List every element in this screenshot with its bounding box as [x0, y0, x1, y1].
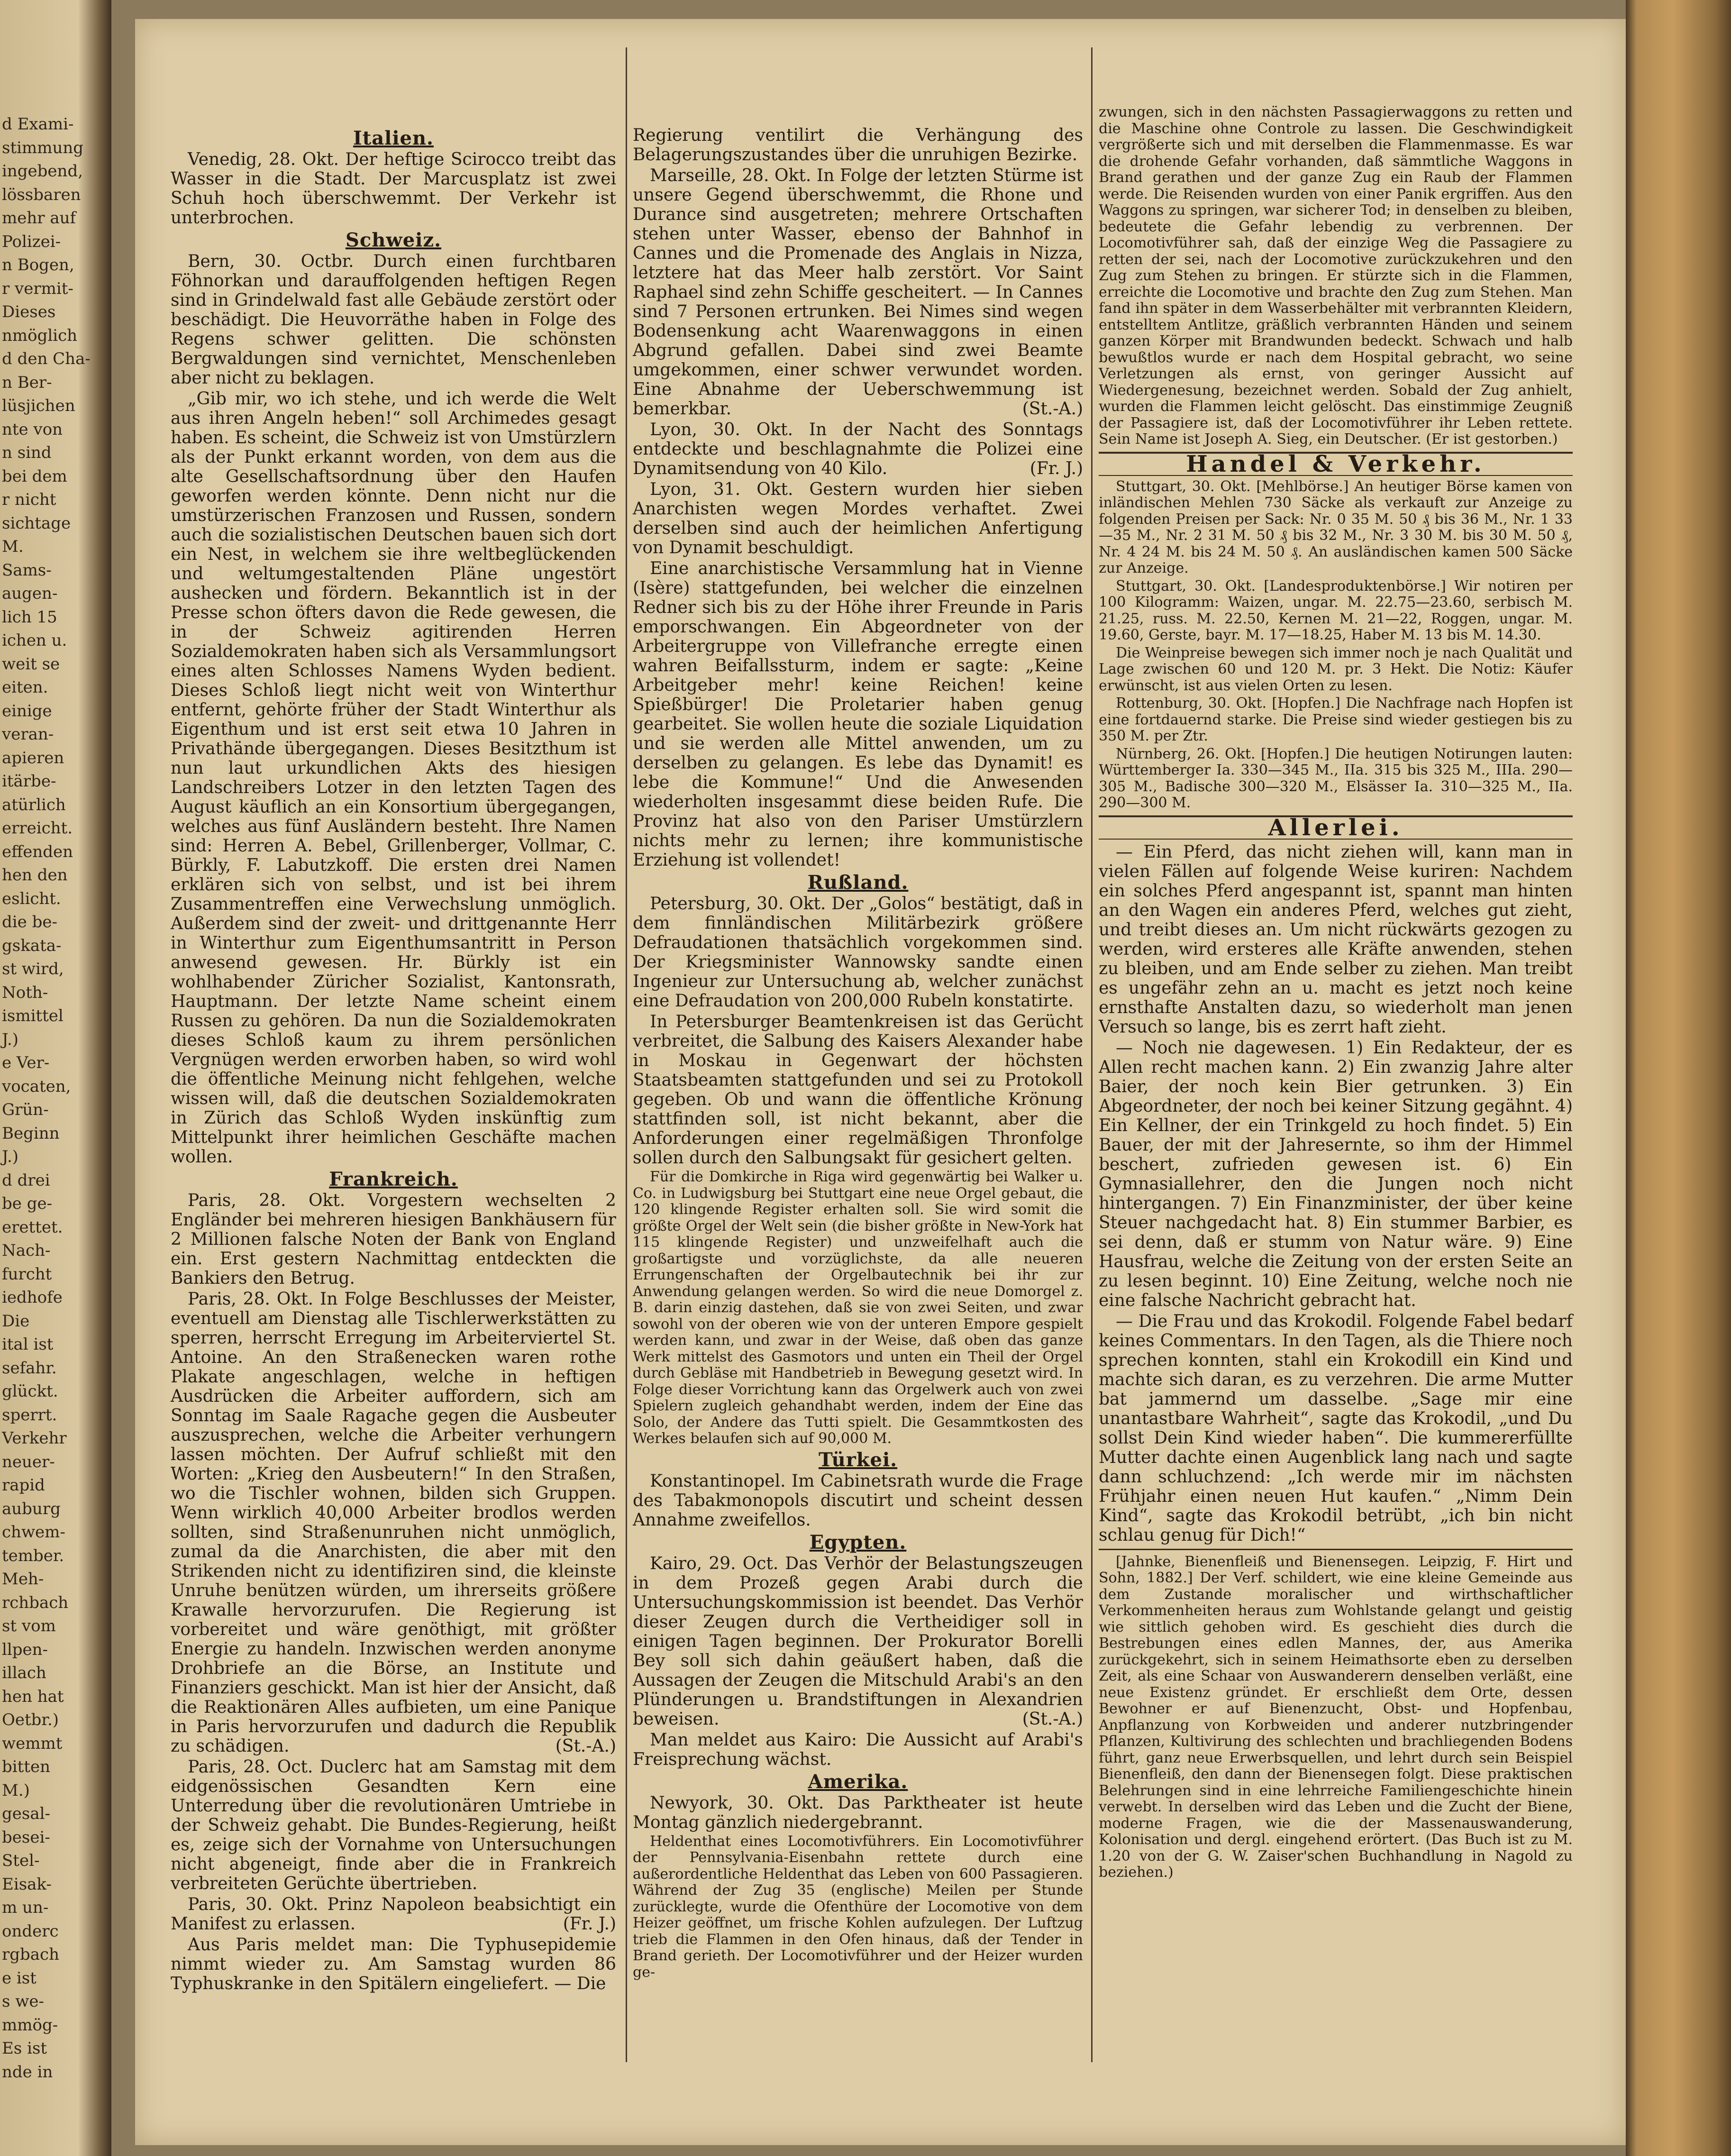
- article-mehlboerse: Stuttgart, 30. Okt. [Mehlbörse.] An heutiger Börse kamen von inländischen Mehlen 730 Säcke als verkauft zur Anzeige zu folgenden Preisen per Sack: Nr. 0 35 M. 50 ₰ bis 36 M., Nr. 1 33—35 M., Nr. 2 31 M. 50 ₰ bis 32 M., Nr. 3 30 M. bis 30 M. 50 ₰, Nr. 4 24 M. bis 24 M. 50 ₰. An ausländischen kamen 500 Säcke zur Anzeige.: [1099, 478, 1573, 576]
- article-paris-noten: Paris, 28. Okt. Vorgestern wechselten 2 Engländer bei mehreren hiesigen Bankhäusern für 2 Millionen falsche Noten der Bank von England ein. Erst gestern Nachmittag entdeckten die Bankiers den Betrug.: [171, 1191, 616, 1288]
- left-page-fragment: onderc: [2, 1921, 59, 1941]
- left-page-fragment: Dieses: [2, 302, 56, 321]
- article-paris-napoleon: [171, 1895, 616, 1934]
- left-page-fragment: s we-: [2, 1992, 44, 2011]
- left-page-fragment: vocaten,: [2, 1077, 71, 1096]
- article-lyon-anarchisten: Lyon, 31. Okt. Gestern wurden hier sieben Anarchisten wegen Mordes verhaftet. Zwei derselben sind auch der heimlichen Anfertigung von Dynamit beschuldigt.: [633, 480, 1083, 557]
- source-signature: (Fr. J.): [563, 1914, 616, 1934]
- article-riga-orgel: Für die Domkirche in Riga wird gegenwärtig bei Walker u. Co. in Ludwigsburg bei Stuttgart eine neue Orgel gebaut, die 120 klingende Register erhalten soll. Sie wird somit die größte Orgel der Welt sein (die bisher größte in New-York hat 115 klingende Register) und unzweifelhaft auch die großartigste und vorzüglichste, da alle neueren Errungenschaften der Orgelbautechnik bei ihr zur Anwendung gelangen werden. So wird die neue Domorgel z. B. darin einzig dastehen, daß sie von zwei Seiten, und zwar sowohl von der oberen wie von der unteren Empore gespielt werden kann, und zwar in der Weise, daß oben das ganze Werk mittelst des Gasmotors und unten ein Theil der Orgel durch Gebläse mit Handbetrieb in Bewegung gesetzt wird. In Folge dieser Vorrichtung kann das Orgelwerk auch von zwei Spielern zugleich gehandhabt werden, indem der Eine das Solo, der Andere das Tutti spielt. Die Gesammtkosten des Werkes belaufen sich auf 90,000 M.: [633, 1169, 1083, 1447]
- left-page-fragment: Stel-: [2, 1851, 40, 1870]
- left-page-fragment: M.: [2, 537, 24, 556]
- left-page-fragment: Grün-: [2, 1100, 49, 1119]
- left-page-fragment: Sams-: [2, 560, 52, 580]
- article-rottenburg-hopfen: Rottenburg, 30. Okt. [Hopfen.] Die Nachfrage nach Hopfen ist eine fortdauernd starke. Die Preise sind wieder gestiegen bis zu 350 M. per Ztr.: [1099, 695, 1573, 744]
- left-page-fragment: veran-: [2, 725, 54, 744]
- column-2: [633, 126, 1083, 1982]
- left-page-fragment: apieren: [2, 748, 64, 767]
- left-page-fragment: Polizei-: [2, 232, 61, 251]
- left-page-text-fragments: [2, 113, 92, 2084]
- left-page-fragment: d drei: [2, 1170, 50, 1190]
- article-noch-nie: — Noch nie dagewesen. 1) Ein Redakteur, der es Allen recht machen kann. 2) Ein zwanzig Jahre alter Baier, der noch kein Bier getrunken. 3) Ein Abgeordneter, der noch bei keiner Sitzung gegähnt. 4) Ein Kellner, der ein Trinkgeld zu hoch findet. 5) Ein Bauer, der mit der Jahresernte, so ihm der Himmel beschert, zufrieden gewesen ist. 6) Ein Gymnasiallehrer, den die Jungen noch nicht hintergangen. 7) Ein Finanzminister, der über keine Steuer nachgedacht hat. 8) Ein stummer Barbier, es sei denn, daß er stumm von Natur wäre. 9) Eine Hausfrau, welche die Zeitung von der ersten Seite an zu lesen beginnt. 10) Eine Zeitung, welche noch nie eine falsche Nachricht gebracht hat.: [1099, 1038, 1573, 1310]
- article-krokodil: — Die Frau und das Krokodil. Folgende Fabel bedarf keines Commentars. In den Tagen, als die Thiere noch sprechen konnten, stahl ein Krokodill ein Kind und machte sich daran, es zu verzehren. Die arme Mutter bat jammernd um dasselbe. „Sage mir eine unantastbare Wahrheit“, sagte das Krokodil, „und Du sollst Dein Kind wieder haben“. Die kummererfüllte Mutter dachte einen Augenblick lang nach und sagte dann schluchzend: „Ich werde mir im nächsten Frühjahr einen neuen Hut kaufen.“ „Nimm Dein Kind“, sagte das Krokodil betrübt, „ich bin nicht schlau genug für Dich!“: [1099, 1311, 1573, 1545]
- left-page-fragment: Verkehr: [2, 1429, 67, 1448]
- left-page-fragment: wemmt: [2, 1734, 63, 1753]
- left-page-fragment: nde in: [2, 2062, 53, 2082]
- source-signature: (Fr. J.): [1029, 459, 1083, 478]
- left-page-fragment: ingebend,: [2, 162, 83, 181]
- article-paris-typhus: Aus Paris meldet man: Die Typhusepidemie nimmt wieder zu. Am Samstag wurden 86 Typhuskranke in den Spitälern eingeliefert. — Die: [171, 1935, 616, 1993]
- left-page-fragment: Eisak-: [2, 1874, 52, 1894]
- left-page-fragment: Noth-: [2, 983, 48, 1002]
- column-rule: [1091, 47, 1093, 2062]
- left-page-fragment: erreicht.: [2, 819, 73, 838]
- left-page-fragment: be ge-: [2, 1194, 53, 1213]
- left-page-fragment: rgbach: [2, 1945, 59, 1964]
- left-page-fragment: stimmung: [2, 138, 84, 157]
- left-page-fragment: furcht: [2, 1264, 52, 1284]
- left-page-fragment: e Ver-: [2, 1053, 50, 1072]
- left-page-fragment: rapid: [2, 1476, 45, 1495]
- section-heading-handel: Handel & Verkehr.: [1099, 452, 1573, 476]
- article-salbung: In Petersburger Beamtenkreisen ist das Gerücht verbreitet, die Salbung des Kaisers Alexander habe in Moskau in Gegenwart der höchsten Staatsbeamten stattgefunden und sei zu Protokoll gegeben. Ob und wann die öffentliche Krönung stattfinden soll, ist nicht bekannt, aber die Anforderungen einer regelmäßigen Thronfolge sollen durch den Salbungsakt für gesichert gelten.: [633, 1012, 1083, 1168]
- left-page-fragment: m un-: [2, 1898, 49, 1917]
- article-konstantinopel: Konstantinopel. Im Cabinetsrath wurde die Frage des Tabakmonopols discutirt und scheint dessen Annahme zweifellos.: [633, 1471, 1083, 1530]
- left-page-fragment: mmög-: [2, 2015, 58, 2035]
- left-page-fragment: st wird,: [2, 959, 64, 978]
- left-page-fragment: die be-: [2, 913, 57, 932]
- left-page-fragment: gskata-: [2, 936, 62, 955]
- left-page-fragment: Es ist: [2, 2039, 47, 2058]
- article-paris-napoleon-text: Paris, 30. Okt. Prinz Napoleon beabsichtigt ein Manifest zu erlassen.: [171, 1895, 616, 1934]
- article-venedig: Venedig, 28. Okt. Der heftige Scirocco treibt das Wasser in die Stadt. Der Marcusplatz ist zwei Schuh hoch überschwemmt. Der Verkehr ist unterbrochen.: [171, 150, 616, 228]
- book-review-bienenfleiss: [Jahnke, Bienenfleiß und Bienensegen. Leipzig, F. Hirt und Sohn, 1882.] Der Verf. schildert, wie eine kleine Gemeinde aus dem Zustande moralischer und wirthschaftlicher Verkommenheiten heraus zum Wohlstande gelangt und geistig wie sittlich gehoben wird. Es geschieht dies durch die Bestrebungen eines edlen Mannes, der, aus Amerika zurückgekehrt, sich in seinem Heimathsorte eben zu derselben Zeit, als eine Schaar von Auswanderern denselben verläßt, eine neue Existenz gründet. Er erschließt dem Orte, dessen Bewohner er auf Bienenzucht, Obst- und Hopfenbau, Anpflanzung von Korbweiden und anderer nutzbringender Pflanzen, Kultivirung des schlechten und brachliegenden Bodens führt, ganz neue Erwerbsquellen, und lehrt durch sein Beispiel Bienenfleiß, den dann der Bienensegen folgt. Diese praktischen Belehrungen sind in eine lehrreiche Familiengeschichte hinein verwebt. In derselben wird das Leben und die Zucht der Biene, moderne Fragen, wie die der Massenauswanderung, Kolonisation und dergl. eingehend erörtert. (Das Buch ist zu M. 1.20 von der G. W. Zaiser'schen Buchhandlung in Nagold zu beziehen.): [1099, 1553, 1573, 1881]
- left-page-fragment: lich 15: [2, 607, 57, 627]
- left-page-fragment: d Exami-: [2, 115, 74, 134]
- article-kairo-text: Kairo, 29. Oct. Das Verhör der Belastungszeugen in dem Prozeß gegen Arabi durch die Untersuchungskommission ist beendet. Das Verhör dieser Zeugen durch die Vertheidiger soll in einigen Tagen beginnen. Der Prokurator Borelli Bey soll sich dahin geäußert haben, daß die Aussagen der Zeugen die Mitschuld Arabi's an den Plünderungen u. Brandstiftungen in Alexandrien beweisen.: [633, 1553, 1083, 1729]
- source-signature: (St.-A.): [555, 1736, 616, 1756]
- left-page-fragment: st vom: [2, 1617, 56, 1635]
- article-paris-tischler-text: Paris, 28. Okt. In Folge Beschlusses der Meister, eventuell am Dienstag alle Tischlerwerkstätten zu sperren, herrscht Erregung im Arbeiterviertel St. Antoine. An den Straßenecken waren rothe Plakate angeschlagen, welche in heftigen Ausdrücken die Arbeiter auffordern, sich am Sonntag im Saale Ragache gegen die Ausbeuter auszusprechen, welche die Arbeiter verhungern lassen möchten. Der Aufruf schließt mit den Worten: „Krieg den Ausbeutern!“ In den Straßen, wo die Tischler wohnen, bilden sich Gruppen. Wenn wirklich 40,000 Arbeiter brodlos werden sollten, sind Straßenunruhen nicht unmöglich, zumal da die Anarchisten, die aber mit den Strikenden nicht zu identifiziren sind, die kleinste Unruhe benützen würden, um ihrerseits größere Krawalle hervorzurufen. Die Regierung ist vorbereitet und wäre genöthigt, mit größter Energie zu handeln. Inzwischen werden anonyme Drohbriefe an die Börse, an Institute und Finanziers geschickt. Man ist hier der Ansicht, daß die Reaktionären Alles aufbieten, um eine Panique in Paris hervorzurufen und dadurch die Republik zu schädigen.: [171, 1289, 616, 1756]
- left-page-fragment: lüsjichen: [2, 396, 75, 415]
- left-page-fragment: n sind: [2, 443, 52, 462]
- left-page-fragment: einige: [2, 701, 52, 721]
- left-page-fragment: sperrt.: [2, 1405, 57, 1425]
- section-heading-schweiz: Schweiz.: [345, 229, 442, 251]
- left-page-fragment: chwem-: [2, 1523, 65, 1542]
- left-page-fragment: effenden: [2, 842, 73, 861]
- article-schweiz-umstuerzler: „Gib mir, wo ich stehe, und ich werde die Welt aus ihren Angeln heben!“ soll Archimedes gesagt haben. Es scheint, die Schweiz ist von Umstürzlern als der Punkt erkannt worden, von dem aus die alte Gesellschaftsordnung über den Haufen geworfen werden könnte. Denn nicht nur die umstürzerischen Franzosen und Russen, sondern auch die sozialistischen Deutschen bauen sich dort ein Nest, in welchem sie ihre weltbeglückenden und weltumgestaltenden Pläne ungestört aushecken und fördern. Bekanntlich ist in der Presse schon öfters davon die Rede gewesen, die in der Schweiz agitirenden Herren Sozialdemokraten haben sich als Versammlungsort eines alten Schlosses Namens Wyden bedient. Dieses Schloß liegt nicht weit von Winterthur entfernt, gehörte früher der Stadt Winterthur als Eigenthum und ist erst seit etwa 10 Jahren in Privathände übergegangen. Dieses Besitzthum ist nun laut urkundlichen Akts des hiesigen Landschreibers Lotzer in den letzten Tagen des August käuflich an ein Konsortium übergegangen, welches aus fünf Ausländern besteht. Ihre Namen sind: Herren A. Bebel, Grillenberger, Vollmar, C. Bürkly, F. Labutzkoff. Die ersten drei Namen erklären sich von selbst, und ist bei ihrem Zusammentreffen eine Verwechslung unmöglich. Außerdem sind der zweit- und drittgenannte Herr in Winterthur zum Eigenthumsantritt in Person anwesend gewesen. Hr. Bürkly ist ein wohlhabender Züricher Sozialist, Kantonsrath, Hauptmann. Der letzte Name scheint einem Russen zu gehören. Da nun die Sozialdemokraten dieses Schloß kaum zu ihrem persönlichen Vergnügen werden erworben haben, so wird wohl die öffentliche Meinung nicht fehlgehen, welche wissen will, daß die deutschen Sozialdemokraten in Zürich das Schloß Wyden inskünftig zum Mittelpunkt ihrer heimlichen Geschäfte machen wollen.: [171, 389, 616, 1167]
- source-signature: (St.-A.): [1022, 1709, 1083, 1729]
- left-page-fragment: r nicht: [2, 490, 56, 509]
- article-weinpreise: Die Weinpreise bewegen sich immer noch je nach Qualität und Lage zwischen 60 und 120 M. pr. 3 Hekt. Die Notiz: Käufer erwünscht, ist aus vielen Orten zu lesen.: [1099, 644, 1573, 694]
- section-heading-egypten: Egypten.: [809, 1531, 907, 1553]
- article-marseille-text: Marseille, 28. Okt. In Folge der letzten Stürme ist unsere Gegend überschwemmt, die Rhone und Durance sind ausgetreten; mehrere Ortschaften stehen unter Wasser, ebenso der Bahnhof in Cannes und die Promenade des Anglais in Nizza, letztere hat das Meer halb zerstört. Vor Saint Raphael sind zehn Schiffe gescheitert. — In Cannes sind 7 Personen ertrunken. Bei Nimes sind wegen Bodensenkung acht Waarenwaggons in einen Abgrund gefallen. Dabei sind zwei Beamte umgekommen, einer schwer verwundet worden. Eine Abnahme der Ueberschwemmung ist bemerkbar.: [633, 166, 1083, 419]
- left-page-fragment: illach: [2, 1663, 46, 1682]
- left-page-fragment: ichen u.: [2, 631, 67, 650]
- left-page-fragment: llpen-: [2, 1640, 48, 1659]
- left-page-fragment: hen hat: [2, 1687, 64, 1706]
- section-heading-russland: Rußland.: [807, 871, 909, 894]
- divider: [1099, 1549, 1573, 1550]
- left-page-fragment: e ist: [2, 1968, 36, 1988]
- left-page-fragment: gesal-: [2, 1804, 50, 1823]
- left-page-fragment: n Ber-: [2, 373, 52, 392]
- section-heading-italien: Italien.: [353, 127, 434, 149]
- source-signature: (St.-A.): [1022, 399, 1083, 419]
- left-page-fragment: atürlich: [2, 795, 66, 814]
- left-page-fragment: Meh-: [2, 1570, 44, 1589]
- left-page-fragment: bei dem: [2, 466, 67, 486]
- article-bern: Bern, 30. Octbr. Durch einen furchtbaren Föhnorkan und darauffolgenden heftigen Regen sind in Grindelwald fast alle Gebäude zerstört oder beschädigt. Die Heuvorräthe haben in Folge des Regens schwer gelitten. Die schönsten Bergwaldungen sind vernichtet, Menschenleben aber nicht zu beklagen.: [171, 252, 616, 388]
- left-page-fragment: nte von: [2, 420, 63, 439]
- left-page-fragment: M.): [2, 1781, 30, 1800]
- left-page-fragment: weit se: [2, 654, 60, 674]
- left-page-fragment: itärbe-: [2, 772, 56, 791]
- article-lyon-dynamit: [633, 420, 1083, 478]
- left-page-fragment: tember.: [2, 1546, 64, 1565]
- left-page-fragment: iedhofe: [2, 1288, 63, 1307]
- column-1: [171, 126, 616, 1995]
- article-nuernberg-hopfen: Nürnberg, 26. Okt. [Hopfen.] Die heutigen Notirungen lauten: Württemberger Ia. 330—345 M., IIa. 315 bis 325 M., IIIa. 290—305 M., Badische 300—320 M., Elsässer Ia. 310—325 M., IIa. 290—300 M.: [1099, 745, 1573, 811]
- left-page-fragment: besei-: [2, 1827, 50, 1847]
- left-page-fragment: mehr auf: [2, 209, 76, 228]
- left-page-fragment: J.): [2, 1030, 19, 1049]
- article-landesprodukten: Stuttgart, 30. Okt. [Landesproduktenbörse.] Wir notiren per 100 Kilogramm: Waizen, ungar. M. 22.75—23.60, serbisch M. 21.25, russ. M. 22.50, Kernen M. 21—22, Roggen, ungar. M. 19.60, Gerste, bayr. M. 17—18.25, Haber M. 13 bis M. 14.30.: [1099, 577, 1573, 643]
- left-page-fragment: ital ist: [2, 1335, 54, 1354]
- article-petersburg: Petersburg, 30. Okt. Der „Golos“ bestätigt, daß in dem finnländischen Militärbezirk größere Defraudationen thatsächlich vorgekommen sind. Der Kriegsminister Wannowsky sandte einen Ingenieur zur Untersuchung ab, welcher zunächst eine Defraudation von 200,000 Rubeln konstatirte.: [633, 894, 1083, 1011]
- left-page-fragment: neuer-: [2, 1452, 55, 1471]
- left-page-fragment: bitten: [2, 1757, 50, 1776]
- section-heading-amerika: Amerika.: [808, 1770, 908, 1793]
- left-page-fragment: eiten.: [2, 678, 48, 697]
- left-page-fragment: lössbaren: [2, 185, 81, 204]
- left-page-fragment: sefahr.: [2, 1358, 57, 1378]
- article-pferd: — Ein Pferd, das nicht ziehen will, kann man in vielen Fällen auf folgende Weise kuriren: Nachdem ein solches Pferd angespannt ist, spannt man hinten an den Wagen ein anderes Pferd, welches gut zieht, und treibt dieses an. Um nicht rückwärts gezogen zu werden, wird ersteres alle Kräfte anwenden, stehen zu bleiben, und am Ende selber zu ziehen. Man treibt es ungefähr zehn an u. macht es jetzt noch keine ernsthafte Anstalten dazu, so wiederholt man jenen Versuch so lange, bis es zerrt haft zieht.: [1099, 842, 1573, 1037]
- article-belagerung: Regierung ventilirt die Verhängung des Belagerungszustandes über die unruhigen Bezirke.: [633, 126, 1083, 164]
- left-page-fragment: Beginn: [2, 1124, 60, 1143]
- column-rule: [626, 47, 627, 2062]
- left-page-fragment: erettet.: [2, 1217, 63, 1237]
- section-heading-tuerkei: Türkei.: [818, 1448, 898, 1471]
- left-page-fragment: rchbach: [2, 1593, 69, 1612]
- left-page-fragment: ismittel: [2, 1006, 64, 1025]
- left-page-fragment: auburg: [2, 1499, 61, 1518]
- section-heading-allerlei: Allerlei.: [1099, 815, 1573, 840]
- article-arabi: Man meldet aus Kairo: Die Aussicht auf Arabi's Freisprechung wächst.: [633, 1730, 1083, 1769]
- left-page-fragment: r vermit-: [2, 279, 73, 298]
- left-page-fragment: eslicht.: [2, 889, 61, 908]
- left-page-fragment: nmöglich: [2, 326, 78, 345]
- left-page-fragment: Die: [2, 1311, 30, 1331]
- article-vienne-versammlung: Eine anarchistische Versammlung hat in Vienne (Isère) stattgefunden, bei welcher die einzelnen Redner sich bis zu der Höhe ihrer Freunde in Paris emporschwangen. Ein Abgeordneter von der Arbeitergruppe von Villefranche erregte einen wahren Beifallssturm, indem er sagte: „Keine Arbeitgeber mehr! keine Reichen! keine Spießbürger! Die Proletarier haben genug gearbeitet. Sie wollen heute die soziale Liquidation und sie werden alle Mittel anwenden, um zu derselben zu gelangen. Es lebe das Dynamit! es lebe die Kommune!“ Und die Anwesenden wiederholten insgesammt diese beiden Rufe. Die Provinz hat also von den Pariser Umstürzlern nichts mehr zu lernen; ihre kommunistische Erziehung ist vollendet!: [633, 559, 1083, 870]
- article-newyork: Newyork, 30. Okt. Das Parktheater ist heute Montag gänzlich niedergebrannt.: [633, 1793, 1083, 1832]
- article-marseille: [633, 166, 1083, 419]
- book-edge: [1626, 0, 1731, 2156]
- left-page-fragment: Oetbr.): [2, 1710, 59, 1729]
- left-page-fragment: hen den: [2, 866, 68, 885]
- article-locomotivfuehrer: Heldenthat eines Locomotivführers. Ein Locomotivführer der Pennsylvania-Eisenbahn rettete durch eine außerordentliche Heldenthat das Leben von 600 Passagieren. Während der Zug 35 (englische) Meilen per Stunde zurücklegte, wurde die Ofenthüre der Locomotive von dem Heizer geöffnet, um frische Kohlen aufzulegen. Der Luftzug trieb die Flammen in den Ofen hinaus, daß der Tender in Brand gerieth. Der Locomotivführer und der Heizer wurden ge-: [633, 1833, 1083, 1981]
- left-page-fragment: glückt.: [2, 1382, 58, 1401]
- article-lyon-dynamit-text: Lyon, 30. Okt. In der Nacht des Sonntags entdeckte und beschlagnahmte die Polizei eine Dynamitsendung von 40 Kilo.: [633, 420, 1083, 478]
- column-3: [1099, 104, 1573, 1882]
- left-page-fragment: Nach-: [2, 1241, 51, 1260]
- left-page-fragment: n Bogen,: [2, 256, 74, 274]
- article-locomotivfuehrer-cont: zwungen, sich in den nächsten Passagierwaggons zu retten und die Maschine ohne Controle zu lassen. Die Geschwindigkeit vergrößerte sich und mit derselben die Flammenmasse. Es war die drohende Gefahr vorhanden, daß sämmtliche Waggons in Brand gerathen und der ganze Zug ein Raub der Flammen werde. Die Reisenden wurden von einer Panik ergriffen. Aus den Waggons zu springen, war sicherer Tod; in denselben zu bleiben, bedeutete die Gefahr lebendig zu verbrennen. Der Locomotivführer sah, daß der einzige Weg die Passagiere zu retten der sei, nach der Locomotive zurückzukehren und den Zug zum Stehen zu bringen. Er stürzte sich in die Flammen, erreichte die Locomotive und brachte den Zug zum Stehen. Man fand ihn später in dem Wasserbehälter mit verbrannten Kleidern, entstelltem Antlitze, gräßlich verbrannten Händen und seinem ganzen Körper mit Brandwunden bedeckt. Schwach und halb bewußtlos wurde er nach dem Hospital gebracht, wo seine Verletzungen als ernst, von geringer Aussicht auf Wiedergenesung, bezeichnet werden. Sobald der Zug anhielt, wurden die Flammen leicht gelöscht. Das einstimmige Zeugniß der Passagiere ist, daß der Locomotivführer ihr Leben rettete. Sein Name ist Joseph A. Sieg, ein Deutscher. (Er ist gestorben.): [1099, 104, 1573, 448]
- left-page-fragment: sichtage: [2, 513, 71, 533]
- left-page-fragment: J.): [2, 1147, 19, 1166]
- left-page-fragment: d den Cha-: [2, 349, 91, 368]
- left-page-fragments: [0, 0, 111, 2156]
- left-page-fragment: augen-: [2, 584, 58, 603]
- section-heading-frankreich: Frankreich.: [329, 1168, 458, 1190]
- article-kairo: [633, 1554, 1083, 1729]
- article-paris-duclerc: Paris, 28. Oct. Duclerc hat am Samstag mit dem eidgenössischen Gesandten Kern eine Unterredung über die revolutionären Umtriebe in der Schweiz gehabt. Die Bundes-Regierung, heißt es, zeige sich der Vornahme von Untersuchungen nicht abgeneigt, finde aber die in Frankreich verbreiteten Gerüchte übertrieben.: [171, 1757, 616, 1893]
- article-paris-tischler: [171, 1289, 616, 1756]
